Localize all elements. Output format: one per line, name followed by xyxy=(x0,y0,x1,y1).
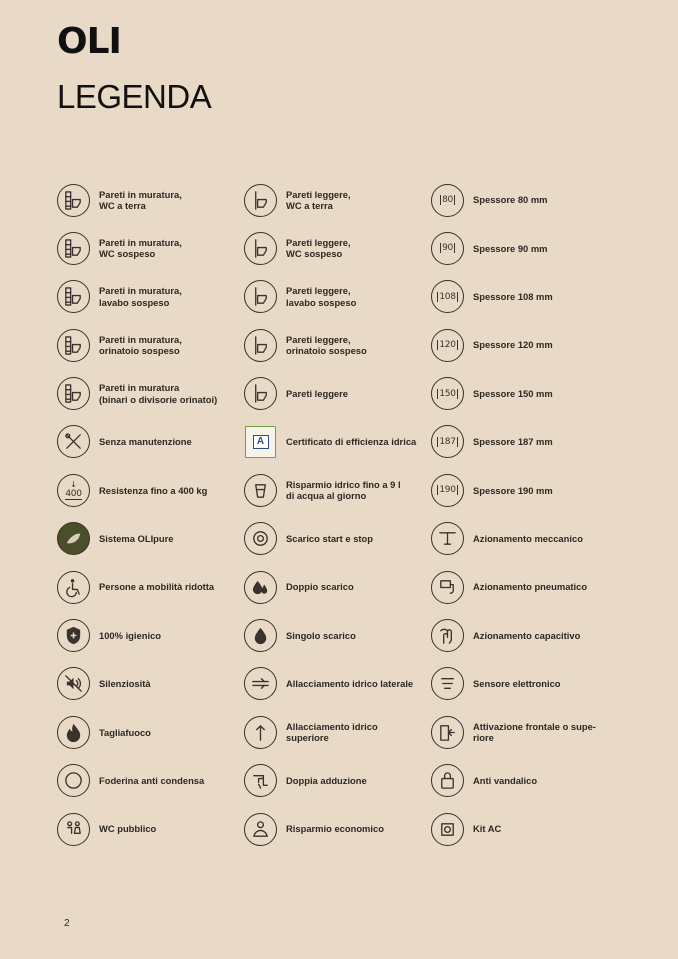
legend-item xyxy=(57,473,244,507)
legend-label: Pareti in muratura (binari o divisorie orinatoi) xyxy=(99,382,218,405)
thickness-90-icon xyxy=(431,232,464,265)
legend-label: Doppio scarico xyxy=(286,581,354,593)
legend-label: Spessore 187 mm xyxy=(473,436,553,448)
legend-item xyxy=(431,473,631,507)
legend-item xyxy=(244,667,431,701)
legend-item xyxy=(57,280,244,314)
legend-label: Spessore 108 mm xyxy=(473,291,553,303)
legend-item xyxy=(244,425,431,459)
legend-item xyxy=(57,812,244,846)
capacitive-actuation-icon xyxy=(431,619,464,652)
legend-item xyxy=(431,377,631,411)
masonry-wall-wall-hung-wc-icon xyxy=(57,232,90,265)
legend-item xyxy=(244,570,431,604)
legend-item xyxy=(244,473,431,507)
ac-kit-icon xyxy=(431,813,464,846)
wheelchair-icon xyxy=(57,571,90,604)
double-supply-icon xyxy=(244,764,277,797)
legend-item xyxy=(57,570,244,604)
water-efficiency-certificate-icon xyxy=(245,426,276,458)
legend-item xyxy=(431,619,631,653)
icon-value: 120 xyxy=(439,340,456,351)
thickness-120-icon xyxy=(431,329,464,362)
start-stop-flush-icon xyxy=(244,522,277,555)
legend-item xyxy=(57,328,244,362)
legend-item xyxy=(57,377,244,411)
legend-item xyxy=(431,231,631,265)
legend-item xyxy=(57,231,244,265)
legend-label: Anti vandalico xyxy=(473,774,538,786)
legend-item xyxy=(244,183,431,217)
legend-label: Certificato di efficienza idrica xyxy=(286,436,417,448)
electronic-sensor-icon xyxy=(431,667,464,700)
light-wall-wall-hung-wc-icon xyxy=(244,232,277,265)
legend-label: Pareti leggere xyxy=(286,387,349,399)
thickness-150-icon xyxy=(431,377,464,410)
legend-item xyxy=(57,522,244,556)
legend-label: Pareti leggere, WC a terra xyxy=(286,188,351,211)
top-water-connection-icon xyxy=(244,716,277,749)
legend-grid xyxy=(57,183,657,863)
legend-item xyxy=(244,231,431,265)
legend-label: Spessore 90 mm xyxy=(473,242,548,254)
legend-label: Scarico start e stop xyxy=(286,532,374,544)
front-top-activation-icon xyxy=(431,716,464,749)
legend-label: Risparmio idrico fino a 9 l di acqua al giorno xyxy=(286,478,401,502)
masonry-wall-urinal-icon xyxy=(57,329,90,362)
tools-icon xyxy=(57,425,90,458)
legend-item xyxy=(57,764,244,798)
legend-item xyxy=(244,764,431,798)
legend-label: Pareti in muratura, WC a terra xyxy=(99,188,182,211)
legend-item xyxy=(57,425,244,459)
legend-label: Senza manutenzione xyxy=(99,436,192,448)
icon-value: 150 xyxy=(439,388,456,399)
masonry-wall-rails-icon xyxy=(57,377,90,410)
legend-label: Pareti leggere, lavabo sospeso xyxy=(286,285,357,308)
legend-item xyxy=(57,715,244,749)
legend-label: Foderina anti condensa xyxy=(99,774,205,786)
legend-item xyxy=(244,377,431,411)
legend-item xyxy=(244,715,431,749)
pneumatic-actuation-icon xyxy=(431,571,464,604)
masonry-wall-floor-wc-icon xyxy=(57,184,90,217)
legend-item xyxy=(431,328,631,362)
economic-saving-icon xyxy=(244,813,277,846)
legend-label: Spessore 80 mm xyxy=(473,194,548,206)
light-wall-floor-wc-icon xyxy=(244,184,277,217)
legend-label: Tagliafuoco xyxy=(99,726,151,738)
legend-label: Pareti in muratura, lavabo sospeso xyxy=(99,285,182,308)
thickness-108-icon xyxy=(431,280,464,313)
legend-item xyxy=(57,183,244,217)
legend-label: Spessore 150 mm xyxy=(473,387,553,399)
legend-item xyxy=(431,570,631,604)
legend-label: Resistenza fino a 400 kg xyxy=(99,484,208,496)
legend-item xyxy=(244,812,431,846)
mechanical-actuation-icon xyxy=(431,522,464,555)
icon-value: 80 xyxy=(442,195,453,205)
side-water-connection-icon xyxy=(244,667,277,700)
dual-flush-icon xyxy=(244,571,277,604)
water-saving-icon xyxy=(244,474,277,507)
page-title: LEGENDA xyxy=(57,78,212,115)
icon-value: 90 xyxy=(442,243,453,254)
legend-label: 100% igienico xyxy=(99,629,162,641)
legend-label: Azionamento capacitivo xyxy=(473,629,581,641)
legend-label: Pareti leggere, orinatoio sospeso xyxy=(286,333,367,357)
legend-item xyxy=(431,280,631,314)
legend-label: Azionamento meccanico xyxy=(473,532,583,544)
icon-value: 400 xyxy=(65,488,82,499)
hygiene-shield-icon xyxy=(57,619,90,652)
legend-label: Persone a mobilità ridotta xyxy=(99,581,215,593)
legend-label: Sensore elettronico xyxy=(473,678,561,690)
legend-item xyxy=(244,280,431,314)
legend-label: Kit AC xyxy=(473,823,502,835)
legend-item xyxy=(57,667,244,701)
thickness-187-icon xyxy=(431,425,464,458)
legend-item xyxy=(57,619,244,653)
icon-value: 190 xyxy=(439,485,456,496)
silent-speaker-icon xyxy=(57,667,90,700)
page-number: 2 xyxy=(64,918,70,929)
olipure-system-icon xyxy=(57,522,90,555)
oli-logo: OLI xyxy=(57,21,121,62)
legend-item xyxy=(431,522,631,556)
light-wall-icon xyxy=(244,377,277,410)
legend-label: Spessore 120 mm xyxy=(473,339,553,351)
public-wc-icon xyxy=(57,813,90,846)
legend-label: Pareti in muratura, WC sospeso xyxy=(99,236,182,260)
legend-label: Pareti leggere, WC sospeso xyxy=(286,236,351,260)
legend-label: Allacciamento idrico laterale xyxy=(286,678,414,690)
legend-label: Doppia adduzione xyxy=(286,774,367,786)
icon-value: 187 xyxy=(439,436,456,447)
masonry-wall-wash-basin-icon xyxy=(57,280,90,313)
legend-label: Spessore 190 mm xyxy=(473,484,553,496)
load-400kg-icon xyxy=(57,474,90,507)
icon-value: 108 xyxy=(439,291,456,302)
legend-item xyxy=(431,667,631,701)
legend-item xyxy=(244,522,431,556)
legend-label: Pareti in muratura, orinatoio sospeso xyxy=(99,333,182,357)
light-wall-wash-basin-icon xyxy=(244,280,277,313)
legend-label: WC pubblico xyxy=(99,823,157,835)
legend-label: Azionamento pneumatico xyxy=(473,581,588,593)
down-arrow-icon: ↓ xyxy=(70,479,77,489)
thickness-80-icon xyxy=(431,184,464,217)
legend-item xyxy=(431,715,631,749)
thickness-190-icon xyxy=(431,474,464,507)
legend-label: Attivazione frontale o supe- riore xyxy=(473,720,596,744)
legend-label: Risparmio economico xyxy=(286,823,384,835)
single-flush-icon xyxy=(244,619,277,652)
legend-item xyxy=(431,764,631,798)
legend-label: Allacciamento idrico superiore xyxy=(286,720,378,744)
anti-vandal-icon xyxy=(431,764,464,797)
legend-label: Silenziosità xyxy=(99,678,151,690)
legend-item xyxy=(431,812,631,846)
light-wall-urinal-icon xyxy=(244,329,277,362)
legend-label: Sistema OLIpure xyxy=(99,532,174,544)
legend-item xyxy=(244,328,431,362)
legend-item xyxy=(431,183,631,217)
legend-label: Singolo scarico xyxy=(286,629,356,641)
anti-condensation-lining-icon xyxy=(57,764,90,797)
certificate-grade: A xyxy=(253,435,269,449)
legend-item xyxy=(244,619,431,653)
legend-item xyxy=(431,425,631,459)
fire-icon xyxy=(57,716,90,749)
